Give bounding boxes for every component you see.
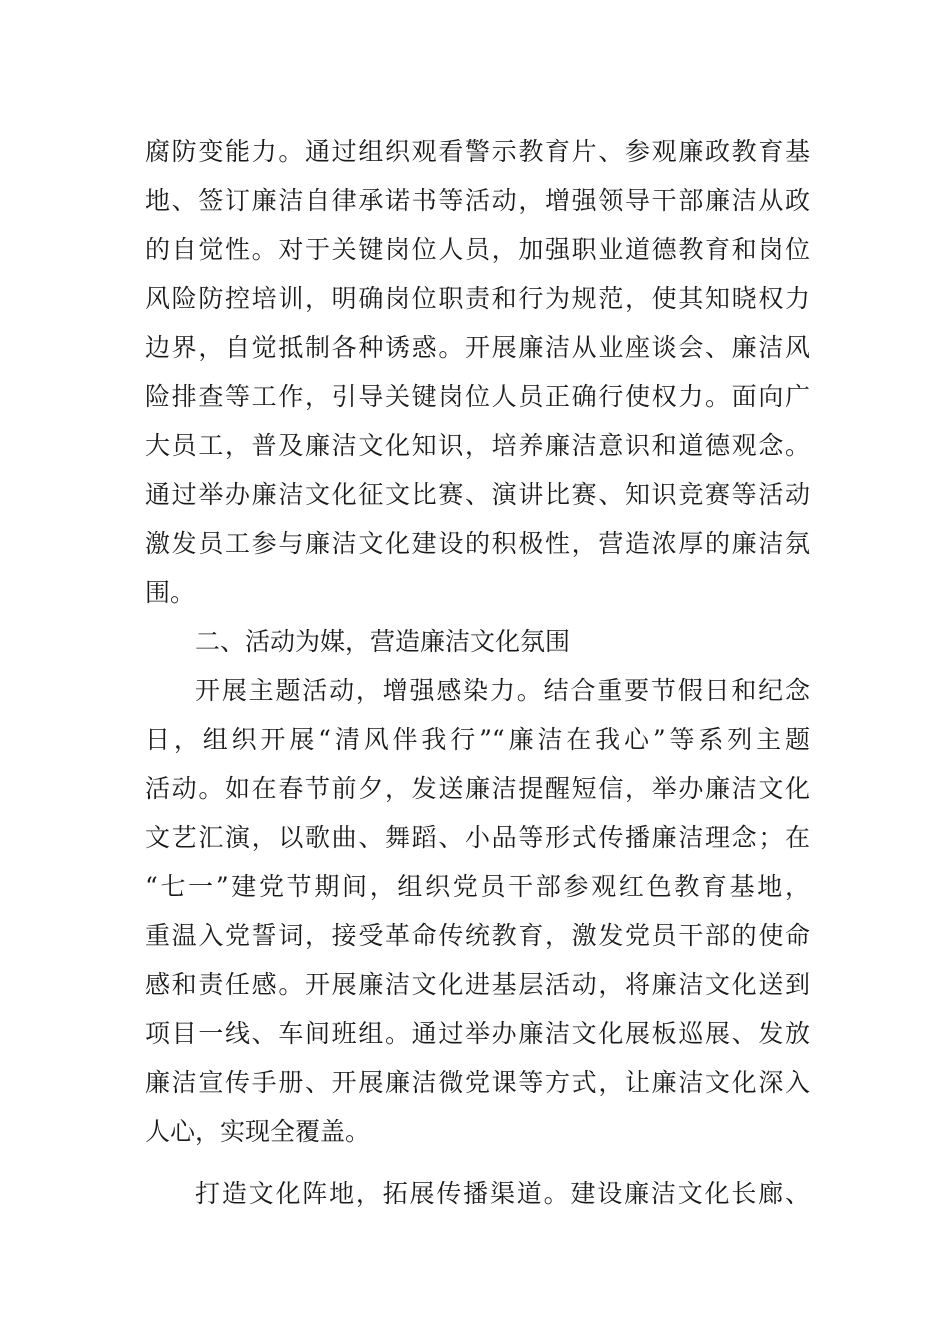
paragraph-line: 日，组织开展“清风伴我行”“廉洁在我心”等系列主题 <box>145 725 810 754</box>
paragraph-line: 的自觉性。对于关键岗位人员，加强职业道德教育和岗位 <box>145 235 810 264</box>
paragraph-line: 廉洁宣传手册、开展廉洁微党课等方式，让廉洁文化深入 <box>145 1068 810 1097</box>
paragraph-line: 项目一线、车间班组。通过举办廉洁文化展板巡展、发放 <box>145 1019 810 1048</box>
paragraph-line: 打造文化阵地，拓展传播渠道。建设廉洁文化长廊、 <box>195 1179 810 1208</box>
paragraph-line: 开展主题活动，增强感染力。结合重要节假日和纪念 <box>195 676 810 705</box>
paragraph-line: 大员工，普及廉洁文化知识，培养廉洁意识和道德观念。 <box>145 431 810 460</box>
paragraph-line: 地、签订廉洁自律承诺书等活动，增强领导干部廉洁从政 <box>145 186 810 215</box>
paragraph-line: 感和责任感。开展廉洁文化进基层活动，将廉洁文化送到 <box>145 970 810 999</box>
paragraph-line: 通过举办廉洁文化征文比赛、演讲比赛、知识竞赛等活动 <box>145 480 810 509</box>
section-heading: 二、活动为媒，营造廉洁文化氛围 <box>195 627 571 656</box>
paragraph-line: 围。 <box>145 578 196 607</box>
paragraph-line: 重温入党誓词，接受革命传统教育，激发党员干部的使命 <box>145 921 810 950</box>
paragraph-line: 险排查等工作，引导关键岗位人员正确行使权力。面向广 <box>145 382 810 411</box>
paragraph-line: 腐防变能力。通过组织观看警示教育片、参观廉政教育基 <box>145 137 810 166</box>
paragraph-line: “七一”建党节期间，组织党员干部参观红色教育基地， <box>145 872 810 901</box>
paragraph-line: 文艺汇演，以歌曲、舞蹈、小品等形式传播廉洁理念；在 <box>145 823 810 852</box>
paragraph-line: 风险防控培训，明确岗位职责和行为规范，使其知晓权力 <box>145 284 810 313</box>
paragraph-line: 边界，自觉抵制各种诱惑。开展廉洁从业座谈会、廉洁风 <box>145 333 810 362</box>
paragraph-line: 人心，实现全覆盖。 <box>145 1117 371 1146</box>
paragraph-line: 激发员工参与廉洁文化建设的积极性，营造浓厚的廉洁氛 <box>145 529 810 558</box>
paragraph-line: 活动。如在春节前夕，发送廉洁提醒短信，举办廉洁文化 <box>145 774 810 803</box>
